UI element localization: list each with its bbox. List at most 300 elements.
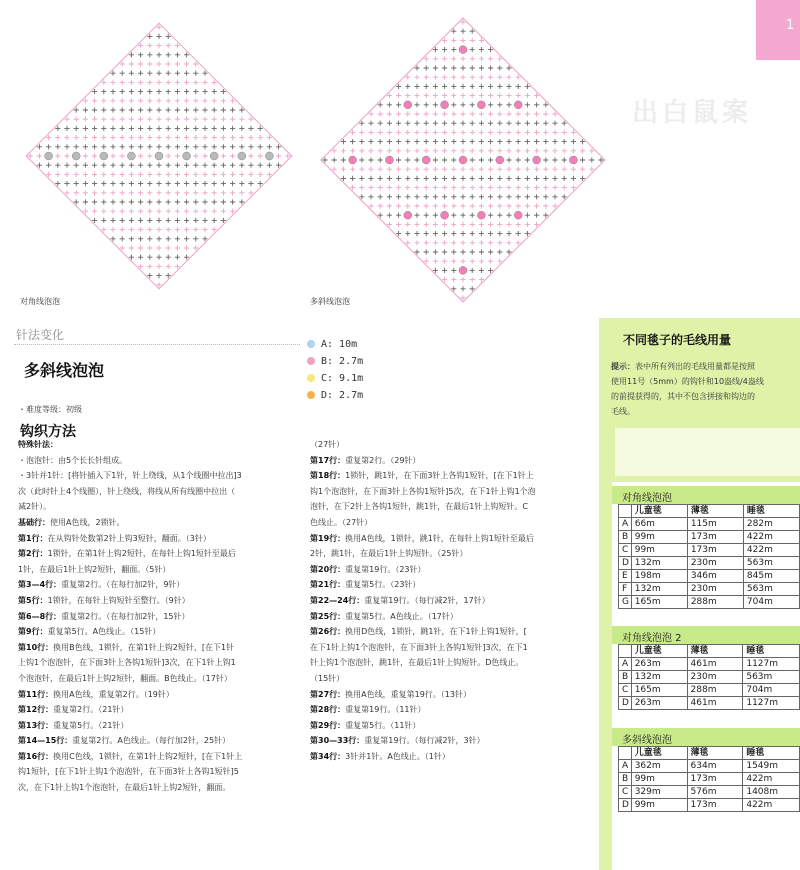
- single-crochet-mark: [525, 194, 530, 199]
- single-crochet-mark: [138, 163, 143, 168]
- single-crochet-mark: [414, 167, 419, 172]
- single-crochet-mark: [460, 203, 465, 208]
- row-text: 重复第19行。（23针）: [345, 564, 426, 574]
- single-crochet-mark: [479, 194, 484, 199]
- row-label: 第21行：: [310, 580, 346, 590]
- note-line: 使用11号（5mm）的钩针和10盎线/4盎线: [611, 377, 764, 386]
- single-crochet-mark: [506, 240, 511, 245]
- single-crochet-mark: [424, 65, 429, 70]
- row-text: 次，在下1针上钩1个泡泡针，在最后1针上钩2短针，翻面。: [18, 783, 231, 793]
- single-crochet-mark: [175, 199, 180, 204]
- single-crochet-mark: [110, 135, 115, 140]
- single-crochet-mark: [405, 167, 410, 172]
- single-crochet-mark: [368, 194, 373, 199]
- single-crochet-mark: [147, 135, 152, 140]
- single-crochet-mark: [405, 84, 410, 89]
- single-crochet-mark: [341, 167, 346, 172]
- single-crochet-mark: [74, 126, 79, 131]
- row-label: 第12行：: [18, 705, 54, 715]
- table-cell: 230m: [687, 671, 743, 684]
- single-crochet-mark: [37, 153, 42, 158]
- single-crochet-mark: [193, 135, 198, 140]
- single-crochet-mark: [460, 148, 465, 153]
- single-crochet-mark: [414, 231, 419, 236]
- single-crochet-mark: [378, 148, 383, 153]
- table-cell: A: [619, 518, 632, 531]
- row-text: 使用A色线，2锁针。: [50, 517, 125, 527]
- single-crochet-mark: [46, 163, 51, 168]
- single-crochet-mark: [534, 213, 539, 218]
- table-cell: 1549m: [743, 760, 800, 773]
- single-crochet-mark: [138, 227, 143, 232]
- single-crochet-mark: [166, 199, 171, 204]
- instruction-line: [310, 609, 600, 625]
- single-crochet-mark: [470, 213, 475, 218]
- single-crochet-mark: [506, 203, 511, 208]
- single-crochet-mark: [110, 218, 115, 223]
- single-crochet-mark: [543, 130, 548, 135]
- single-crochet-mark: [460, 130, 465, 135]
- single-crochet-mark: [470, 130, 475, 135]
- single-crochet-mark: [156, 172, 161, 177]
- row-text: 重复第5行。A色线止。（17针）: [345, 611, 458, 621]
- single-crochet-mark: [488, 139, 493, 144]
- single-crochet-mark: [387, 213, 392, 218]
- single-crochet-mark: [488, 75, 493, 80]
- single-crochet-mark: [479, 111, 484, 116]
- single-crochet-mark: [451, 130, 456, 135]
- single-crochet-mark: [424, 240, 429, 245]
- single-crochet-mark: [147, 89, 152, 94]
- row-label: 第26行：: [310, 627, 346, 637]
- single-crochet-mark: [488, 194, 493, 199]
- single-crochet-mark: [424, 167, 429, 172]
- instruction-line: [18, 655, 302, 671]
- single-crochet-mark: [74, 135, 79, 140]
- single-crochet-mark: [147, 163, 152, 168]
- single-crochet-mark: [525, 148, 530, 153]
- table-cell: 132m: [631, 583, 687, 596]
- bubble-stitch-mark: [265, 152, 273, 160]
- single-crochet-mark: [378, 121, 383, 126]
- instruction-line: [310, 546, 600, 562]
- single-crochet-mark: [166, 71, 171, 76]
- single-crochet-mark: [184, 209, 189, 214]
- single-crochet-mark: [83, 190, 88, 195]
- single-crochet-mark: [396, 222, 401, 227]
- left-diagram-caption: 对角线泡泡: [20, 297, 60, 306]
- single-crochet-mark: [175, 181, 180, 186]
- single-crochet-mark: [479, 176, 484, 181]
- single-crochet-mark: [175, 209, 180, 214]
- single-crochet-mark: [396, 148, 401, 153]
- single-crochet-mark: [193, 190, 198, 195]
- single-crochet-mark: [424, 185, 429, 190]
- table-cell: 99m: [631, 544, 687, 557]
- single-crochet-mark: [267, 144, 272, 149]
- single-crochet-mark: [212, 218, 217, 223]
- single-crochet-mark: [460, 222, 465, 227]
- single-crochet-mark: [433, 231, 438, 236]
- single-crochet-mark: [442, 240, 447, 245]
- single-crochet-mark: [479, 222, 484, 227]
- instruction-line: [18, 702, 302, 718]
- single-crochet-mark: [442, 259, 447, 264]
- single-crochet-mark: [156, 89, 161, 94]
- single-crochet-mark: [166, 80, 171, 85]
- table-cell: 288m: [687, 596, 743, 609]
- instruction-line: [310, 749, 600, 765]
- single-crochet-mark: [488, 240, 493, 245]
- single-crochet-mark: [120, 98, 125, 103]
- single-crochet-mark: [479, 121, 484, 126]
- single-crochet-mark: [101, 117, 106, 122]
- single-crochet-mark: [534, 139, 539, 144]
- single-crochet-mark: [516, 93, 521, 98]
- row-text: 重复第19行。（11针）: [345, 705, 426, 715]
- single-crochet-mark: [83, 181, 88, 186]
- table-row: [619, 697, 800, 710]
- single-crochet-mark: [451, 157, 456, 162]
- single-crochet-mark: [248, 153, 253, 158]
- single-crochet-mark: [460, 56, 465, 61]
- usage-table: [618, 746, 800, 812]
- instruction-line: [18, 749, 302, 765]
- single-crochet-mark: [506, 93, 511, 98]
- table-cell: 346m: [687, 570, 743, 583]
- single-crochet-mark: [184, 181, 189, 186]
- column-header: 儿童毯: [631, 645, 687, 658]
- single-crochet-mark: [571, 148, 576, 153]
- single-crochet-mark: [138, 255, 143, 260]
- single-crochet-mark: [166, 236, 171, 241]
- single-crochet-mark: [562, 185, 567, 190]
- single-crochet-mark: [433, 185, 438, 190]
- single-crochet-mark: [433, 121, 438, 126]
- row-label: 第34行：: [310, 751, 346, 761]
- single-crochet-mark: [221, 117, 226, 122]
- single-crochet-mark: [175, 98, 180, 103]
- single-crochet-mark: [368, 148, 373, 153]
- row-label: 第3—4行：: [18, 580, 62, 590]
- single-crochet-mark: [120, 107, 125, 112]
- table-cell: 461m: [687, 697, 743, 710]
- single-crochet-mark: [552, 139, 557, 144]
- single-crochet-mark: [350, 139, 355, 144]
- single-crochet-mark: [138, 52, 143, 57]
- single-crochet-mark: [433, 259, 438, 264]
- single-crochet-mark: [230, 163, 235, 168]
- single-crochet-mark: [202, 107, 207, 112]
- single-crochet-mark: [525, 213, 530, 218]
- instruction-line: [310, 593, 600, 609]
- single-crochet-mark: [55, 144, 60, 149]
- single-crochet-mark: [129, 172, 134, 177]
- single-crochet-mark: [479, 148, 484, 153]
- single-crochet-mark: [239, 163, 244, 168]
- single-crochet-mark: [147, 80, 152, 85]
- column-header: 儿童毯: [631, 505, 687, 518]
- table-row: [619, 773, 800, 786]
- table-cell: 173m: [687, 531, 743, 544]
- section-header: 针法变化: [16, 328, 65, 342]
- single-crochet-mark: [46, 144, 51, 149]
- column-header: 薄毯: [687, 505, 743, 518]
- row-label: 第25行：: [310, 611, 346, 621]
- single-crochet-mark: [396, 93, 401, 98]
- single-crochet-mark: [92, 190, 97, 195]
- panel-title: 不同毯子的毛线用量: [623, 333, 732, 347]
- single-crochet-mark: [359, 130, 364, 135]
- single-crochet-mark: [405, 130, 410, 135]
- single-crochet-mark: [396, 176, 401, 181]
- single-crochet-mark: [460, 29, 465, 34]
- single-crochet-mark: [120, 181, 125, 186]
- single-crochet-mark: [212, 172, 217, 177]
- single-crochet-mark: [92, 153, 97, 158]
- single-crochet-mark: [433, 65, 438, 70]
- single-crochet-mark: [414, 185, 419, 190]
- single-crochet-mark: [166, 107, 171, 112]
- single-crochet-mark: [470, 185, 475, 190]
- single-crochet-mark: [147, 264, 152, 269]
- row-label: 第1行：: [18, 533, 48, 543]
- single-crochet-mark: [396, 185, 401, 190]
- single-crochet-mark: [424, 213, 429, 218]
- single-crochet-mark: [396, 157, 401, 162]
- single-crochet-mark: [368, 185, 373, 190]
- single-crochet-mark: [239, 144, 244, 149]
- single-crochet-mark: [488, 167, 493, 172]
- instruction-line: [310, 640, 600, 656]
- single-crochet-mark: [258, 172, 263, 177]
- single-crochet-mark: [442, 93, 447, 98]
- table-cell: 115m: [687, 518, 743, 531]
- single-crochet-mark: [460, 249, 465, 254]
- single-crochet-mark: [451, 203, 456, 208]
- single-crochet-mark: [55, 153, 60, 158]
- single-crochet-mark: [248, 126, 253, 131]
- single-crochet-mark: [156, 98, 161, 103]
- bubble-stitch-mark: [569, 156, 577, 164]
- single-crochet-mark: [414, 93, 419, 98]
- single-crochet-mark: [405, 185, 410, 190]
- single-crochet-mark: [378, 157, 383, 162]
- instruction-line: [18, 499, 302, 515]
- instruction-line: [18, 718, 302, 734]
- single-crochet-mark: [239, 135, 244, 140]
- single-crochet-mark: [101, 209, 106, 214]
- single-crochet-mark: [230, 190, 235, 195]
- row-label: 第2行：: [18, 549, 48, 559]
- single-crochet-mark: [110, 227, 115, 232]
- single-crochet-mark: [442, 231, 447, 236]
- single-crochet-mark: [221, 199, 226, 204]
- single-crochet-mark: [479, 268, 484, 273]
- bubble-stitch-mark: [459, 46, 467, 54]
- difficulty-level: ・难度等级：初级: [18, 405, 82, 414]
- single-crochet-mark: [175, 135, 180, 140]
- single-crochet-mark: [74, 172, 79, 177]
- single-crochet-mark: [110, 98, 115, 103]
- single-crochet-mark: [460, 213, 465, 218]
- single-crochet-mark: [221, 163, 226, 168]
- single-crochet-mark: [470, 231, 475, 236]
- single-crochet-mark: [166, 255, 171, 260]
- single-crochet-mark: [184, 236, 189, 241]
- single-crochet-mark: [534, 203, 539, 208]
- single-crochet-mark: [442, 65, 447, 70]
- bubble-stitch-mark: [533, 156, 541, 164]
- pattern-title: 多斜线泡泡: [24, 361, 105, 380]
- single-crochet-mark: [506, 231, 511, 236]
- single-crochet-mark: [129, 199, 134, 204]
- single-crochet-mark: [138, 199, 143, 204]
- single-crochet-mark: [405, 148, 410, 153]
- single-crochet-mark: [525, 102, 530, 107]
- single-crochet-mark: [64, 135, 69, 140]
- single-crochet-mark: [516, 185, 521, 190]
- single-crochet-mark: [147, 43, 152, 48]
- single-crochet-mark: [405, 111, 410, 116]
- instruction-line: [310, 733, 600, 749]
- single-crochet-mark: [424, 121, 429, 126]
- single-crochet-mark: [470, 65, 475, 70]
- single-crochet-mark: [414, 148, 419, 153]
- single-crochet-mark: [516, 84, 521, 89]
- single-crochet-mark: [239, 126, 244, 131]
- table-cell: A: [619, 760, 632, 773]
- single-crochet-mark: [239, 117, 244, 122]
- single-crochet-mark: [212, 117, 217, 122]
- single-crochet-mark: [341, 157, 346, 162]
- table-cell: 1408m: [743, 786, 800, 799]
- table-cell: D: [619, 697, 632, 710]
- table-cell: 845m: [743, 570, 799, 583]
- single-crochet-mark: [562, 176, 567, 181]
- single-crochet-mark: [166, 227, 171, 232]
- single-crochet-mark: [258, 135, 263, 140]
- single-crochet-mark: [396, 130, 401, 135]
- single-crochet-mark: [543, 139, 548, 144]
- single-crochet-mark: [451, 65, 456, 70]
- single-crochet-mark: [497, 167, 502, 172]
- single-crochet-mark: [110, 107, 115, 112]
- single-crochet-mark: [193, 89, 198, 94]
- single-crochet-mark: [470, 139, 475, 144]
- single-crochet-mark: [414, 194, 419, 199]
- single-crochet-mark: [221, 98, 226, 103]
- single-crochet-mark: [460, 38, 465, 43]
- single-crochet-mark: [92, 144, 97, 149]
- legend-item: [307, 387, 363, 404]
- single-crochet-mark: [332, 157, 337, 162]
- single-crochet-mark: [414, 121, 419, 126]
- single-crochet-mark: [129, 89, 134, 94]
- table-cell: C: [619, 786, 632, 799]
- single-crochet-mark: [479, 65, 484, 70]
- single-crochet-mark: [202, 163, 207, 168]
- row-label: 特殊针法：: [18, 440, 58, 449]
- single-crochet-mark: [120, 153, 125, 158]
- single-crochet-mark: [129, 135, 134, 140]
- bubble-stitch-mark: [45, 152, 53, 160]
- instruction-line: [18, 546, 302, 562]
- single-crochet-mark: [506, 157, 511, 162]
- table-cell: 165m: [631, 596, 687, 609]
- single-crochet-mark: [506, 167, 511, 172]
- row-text: 个泡泡针，在最后1针上钩2短针，翻面。B色线止。（17针）: [18, 673, 232, 683]
- single-crochet-mark: [516, 176, 521, 181]
- row-label: 第5行：: [18, 595, 48, 605]
- row-text: 色线止。（27针）: [310, 517, 373, 527]
- single-crochet-mark: [64, 144, 69, 149]
- single-crochet-mark: [405, 194, 410, 199]
- row-text: 重复第2行。（在每行加2针，9针）: [61, 580, 185, 590]
- single-crochet-mark: [525, 222, 530, 227]
- single-crochet-mark: [202, 190, 207, 195]
- table-cell: 263m: [631, 658, 687, 671]
- single-crochet-mark: [101, 181, 106, 186]
- single-crochet-mark: [424, 130, 429, 135]
- single-crochet-mark: [138, 107, 143, 112]
- row-text: 在从钩针处数第2针上钩3短针，翻面。（3针）: [47, 533, 211, 543]
- row-text: 减2针）。: [18, 502, 52, 512]
- single-crochet-mark: [129, 163, 134, 168]
- row-text: 重复第5行。（11针）: [345, 720, 421, 730]
- single-crochet-mark: [470, 56, 475, 61]
- single-crochet-mark: [387, 139, 392, 144]
- single-crochet-mark: [120, 172, 125, 177]
- table-cell: 288m: [687, 684, 743, 697]
- single-crochet-mark: [479, 157, 484, 162]
- single-crochet-mark: [175, 117, 180, 122]
- single-crochet-mark: [460, 176, 465, 181]
- single-crochet-mark: [193, 163, 198, 168]
- single-crochet-mark: [442, 194, 447, 199]
- single-crochet-mark: [488, 111, 493, 116]
- row-text: （27针）: [310, 440, 345, 449]
- table-cell: G: [619, 596, 632, 609]
- single-crochet-mark: [129, 71, 134, 76]
- row-label: 第17行：: [310, 455, 346, 465]
- single-crochet-mark: [359, 139, 364, 144]
- bubble-stitch-mark: [459, 266, 467, 274]
- row-label: 第13行：: [18, 720, 54, 730]
- single-crochet-mark: [506, 222, 511, 227]
- single-crochet-mark: [479, 167, 484, 172]
- row-text: 重复第19行。（每行减2针，3针）: [364, 736, 485, 746]
- table-cell: 329m: [631, 786, 687, 799]
- single-crochet-mark: [571, 167, 576, 172]
- single-crochet-mark: [552, 185, 557, 190]
- bubble-stitch-mark: [404, 101, 412, 109]
- single-crochet-mark: [138, 135, 143, 140]
- instruction-line: [310, 484, 600, 500]
- single-crochet-mark: [442, 47, 447, 52]
- single-crochet-mark: [414, 102, 419, 107]
- single-crochet-mark: [424, 203, 429, 208]
- bubble-stitch-mark: [459, 156, 467, 164]
- single-crochet-mark: [147, 61, 152, 66]
- single-crochet-mark: [212, 181, 217, 186]
- single-crochet-mark: [525, 167, 530, 172]
- single-crochet-mark: [442, 130, 447, 135]
- single-crochet-mark: [451, 84, 456, 89]
- single-crochet-mark: [350, 167, 355, 172]
- single-crochet-mark: [414, 139, 419, 144]
- single-crochet-mark: [497, 65, 502, 70]
